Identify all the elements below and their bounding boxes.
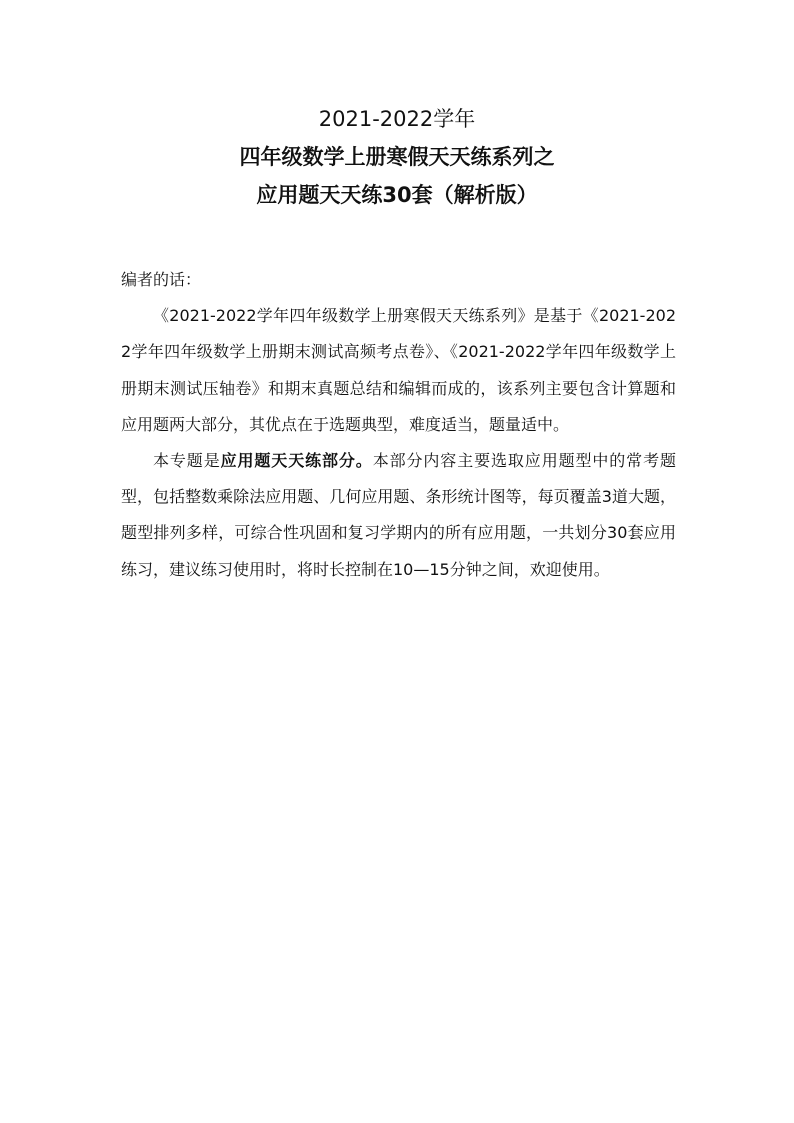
title-subject: 应用题天天练30套（解析版） [256,183,538,207]
title-series: 四年级数学上册寒假天天练系列之 [239,145,555,169]
paragraph-intro: 《2021-2022学年四年级数学上册寒假天天练系列》是基于《2021-2022学年四年级数学上册期末测试高频考点卷》、《2021-2022学年四年级数学上册期末测试压轴卷》和期末真题总结和编辑而成的，该系列主要包含计算题和应用题两大部分，其优点在于选题典型，难度适当，题量适中。 [121,306,676,434]
title-block [0,100,794,214]
paragraph-topic-rest: 本部分内容主要选取应用题型中的常考题型，包括整数乘除法应用题、几何应用题、条形统计图等，每页覆盖3道大题，题型排列多样，可综合性巩固和复习学期内的所有应用题，一共划分30套应用练习，建议练习使用时，将时长控制在10—15分钟之间，欢迎使用。 [121,451,676,579]
editor-note [121,262,676,588]
paragraph-topic [121,443,676,588]
editor-note-label: 编者的话： [121,270,202,289]
paragraph-topic-highlight: 应用题天天练部分。 [220,451,373,471]
title-year: 2021-2022学年 [318,107,476,131]
paragraph-topic-lead: 本专题是 [153,451,221,471]
